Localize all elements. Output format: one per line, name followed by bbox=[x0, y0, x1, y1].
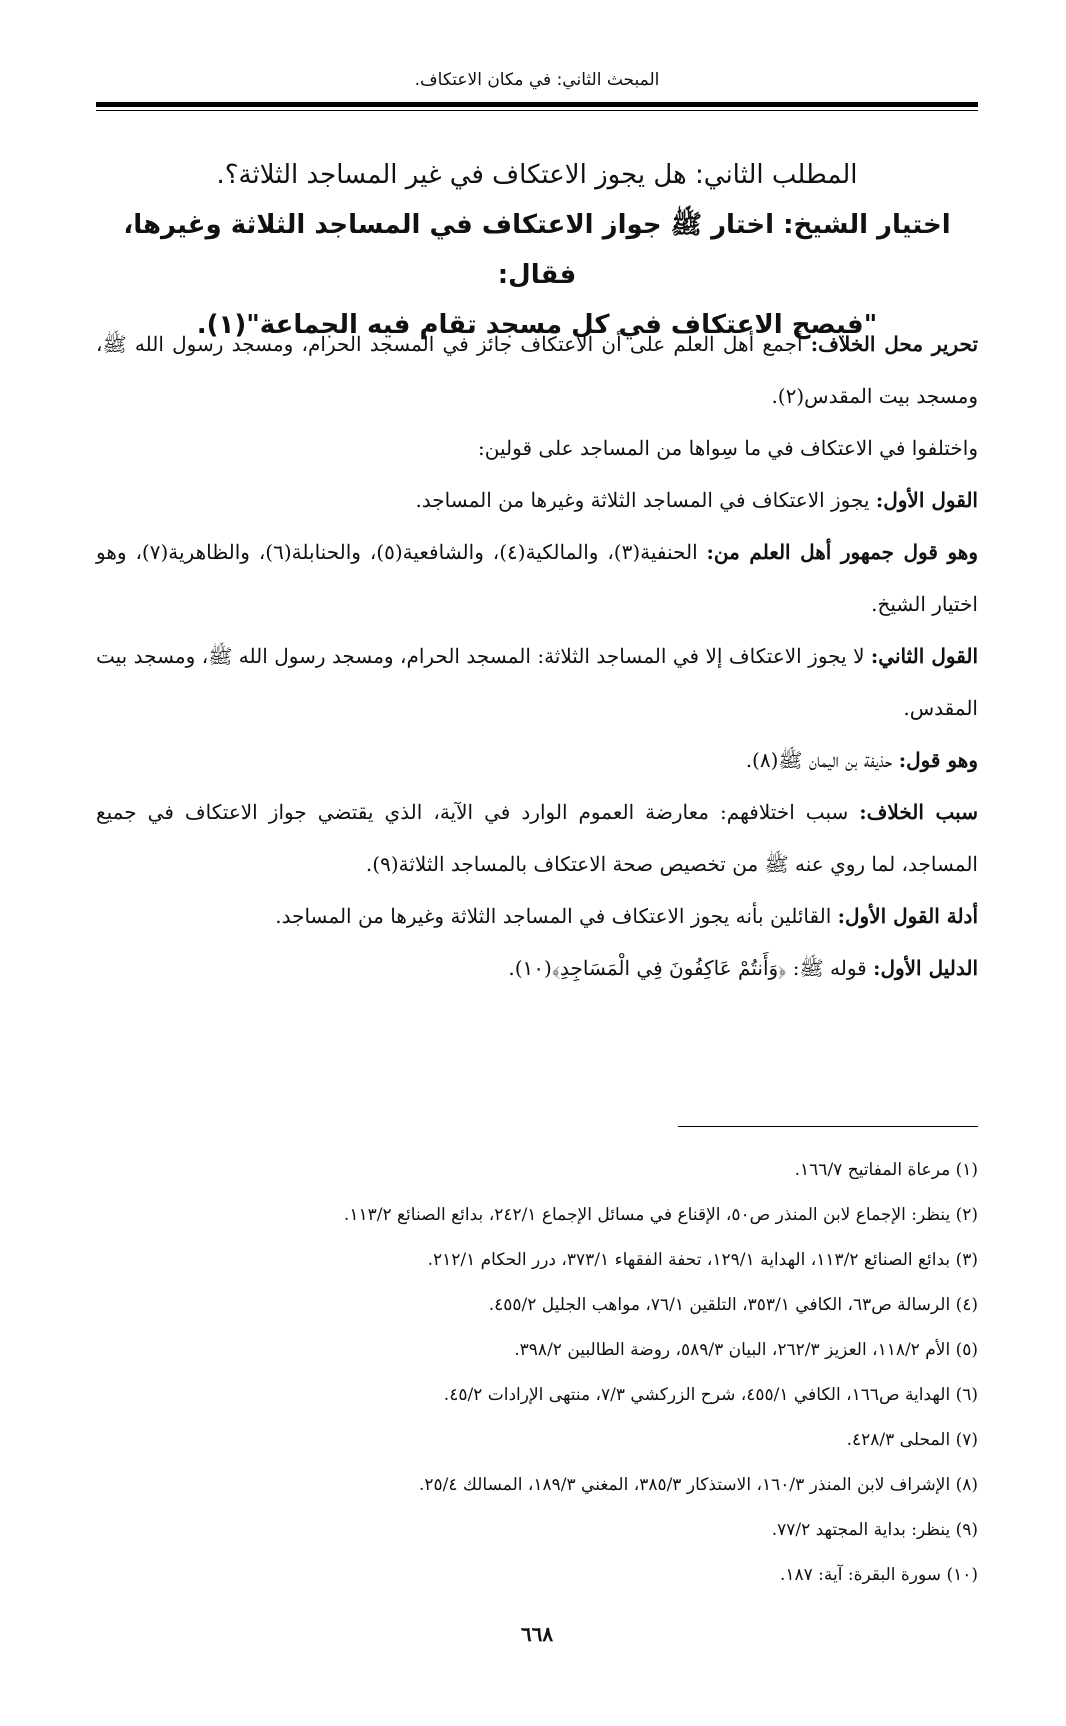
paragraph-4-lead: وهو قول جمهور أهل العلم من: bbox=[706, 540, 978, 564]
paragraph-8-lead: أدلة القول الأول: bbox=[837, 904, 978, 928]
paragraph-7-text: سبب اختلافهم: معارضة العموم الوارد في الآية، الذي يقتضي جواز الاعتكاف في جميع المساجد، لما روي عنه ﷺ من تخصيص صحة الاعتكاف بالمساجد الثلاثة(٩). bbox=[96, 800, 978, 876]
paragraph-4-text: الحنفية(٣)، والمالكية(٤)، والشافعية(٥)، والحنابلة(٦)، والظاهرية(٧)، وهو اختيار الشيخ. bbox=[96, 540, 978, 616]
paragraph-6-lead: وهو قول: bbox=[898, 748, 978, 772]
title-line-3: "فيصح الاعتكاف في كل مسجد تقام فيه الجماعة"(١). bbox=[196, 310, 878, 340]
footnote: (١٠) سورة البقرة: آية: ١٨٧. bbox=[779, 1565, 978, 1585]
title-line-1: المطلب الثاني: هل يجوز الاعتكاف في غير المساجد الثلاثة؟. bbox=[216, 160, 858, 190]
footnotes bbox=[96, 1148, 978, 1598]
paragraph-5 bbox=[96, 630, 978, 734]
paragraph-4 bbox=[96, 526, 978, 630]
footnote: (٨) الإشراف لابن المنذر ١٦٠/٣، الاستذكار ٣٨٥/٣، المغني ١٨٩/٣، المسالك ٢٥/٤. bbox=[418, 1475, 978, 1495]
body-text bbox=[96, 318, 978, 994]
paragraph-6-text: حذيفة بن اليمان ﷺ(٨). bbox=[745, 748, 899, 772]
paragraph-3 bbox=[96, 474, 978, 526]
paragraph-7-lead: سبب الخلاف: bbox=[859, 800, 978, 824]
paragraph-3-text: يجوز الاعتكاف في المساجد الثلاثة وغيرها من المساجد. bbox=[415, 488, 876, 512]
page-number: ٦٦٨ bbox=[520, 1622, 554, 1646]
footnote: (٢) ينظر: الإجماع لابن المنذر ص٥٠، الإقناع في مسائل الإجماع ٢٤٢/١، بدائع الصنائع ١١٣/٢. bbox=[343, 1205, 978, 1225]
footnote: (٤) الرسالة ص٦٣، الكافي ٣٥٣/١، التلقين ٧٦/١، مواهب الجليل ٤٥٥/٢. bbox=[488, 1295, 978, 1315]
footnote: (٦) الهداية ص١٦٦، الكافي ٤٥٥/١، شرح الزركشي ٧/٣، منتهى الإرادات ٤٥/٢. bbox=[443, 1385, 978, 1405]
header-divider bbox=[96, 102, 978, 107]
paragraph-6 bbox=[96, 734, 978, 786]
paragraph-3-lead: القول الأول: bbox=[875, 488, 978, 512]
paragraph-9 bbox=[96, 942, 978, 994]
footnote: (٩) ينظر: بداية المجتهد ٧٧/٢. bbox=[771, 1520, 978, 1540]
paragraph-5-lead: القول الثاني: bbox=[870, 644, 978, 668]
paragraph-1-lead: تحرير محل الخلاف: bbox=[810, 332, 979, 356]
paragraph-8 bbox=[96, 890, 978, 942]
paragraph-2-text: واختلفوا في الاعتكاف في ما سِواها من المساجد على قولين: bbox=[478, 436, 978, 460]
document-page bbox=[96, 0, 978, 1726]
footnote-divider bbox=[678, 1126, 978, 1127]
paragraph-7 bbox=[96, 786, 978, 890]
paragraph-1-text: أجمع أهل العلم على أن الاعتكاف جائز في المسجد الحرام، ومسجد رسول الله ﷺ، ومسجد بيت المقدس(٢). bbox=[96, 332, 978, 408]
footnote: (٥) الأم ١١٨/٢، العزيز ٢٦٢/٣، البيان ٥٨٩/٣، روضة الطالبين ٣٩٨/٢. bbox=[514, 1340, 978, 1360]
paragraph-9-lead: الدليل الأول: bbox=[873, 956, 978, 980]
title-line-2: اختيار الشيخ: اختار ﷺ جواز الاعتكاف في المساجد الثلاثة وغيرها، فقال: bbox=[123, 210, 951, 290]
paragraph-5-text: لا يجوز الاعتكاف إلا في المساجد الثلاثة: المسجد الحرام، ومسجد رسول الله ﷺ، ومسجد بيت المقدس. bbox=[96, 644, 978, 720]
footnote: (٣) بدائع الصنائع ١١٣/٢، الهداية ١٢٩/١، تحفة الفقهاء ٣٧٣/١، درر الحكام ٢١٢/١. bbox=[427, 1250, 978, 1270]
paragraph-8-text: القائلين بأنه يجوز الاعتكاف في المساجد الثلاثة وغيرها من المساجد. bbox=[275, 904, 838, 928]
paragraph-1 bbox=[96, 318, 978, 422]
footnote: (١) مرعاة المفاتيح ١٦٦/٧. bbox=[794, 1160, 978, 1180]
running-header: المبحث الثاني: في مكان الاعتكاف. bbox=[414, 70, 660, 90]
paragraph-9-text: قوله ﷺ: ﴿وَأَنتُمْ عَاكِفُونَ فِي الْمَسَاجِدِ﴾(١٠). bbox=[508, 956, 874, 980]
paragraph-2 bbox=[96, 422, 978, 474]
footnote: (٧) المحلى ٤٢٨/٣. bbox=[846, 1430, 978, 1450]
